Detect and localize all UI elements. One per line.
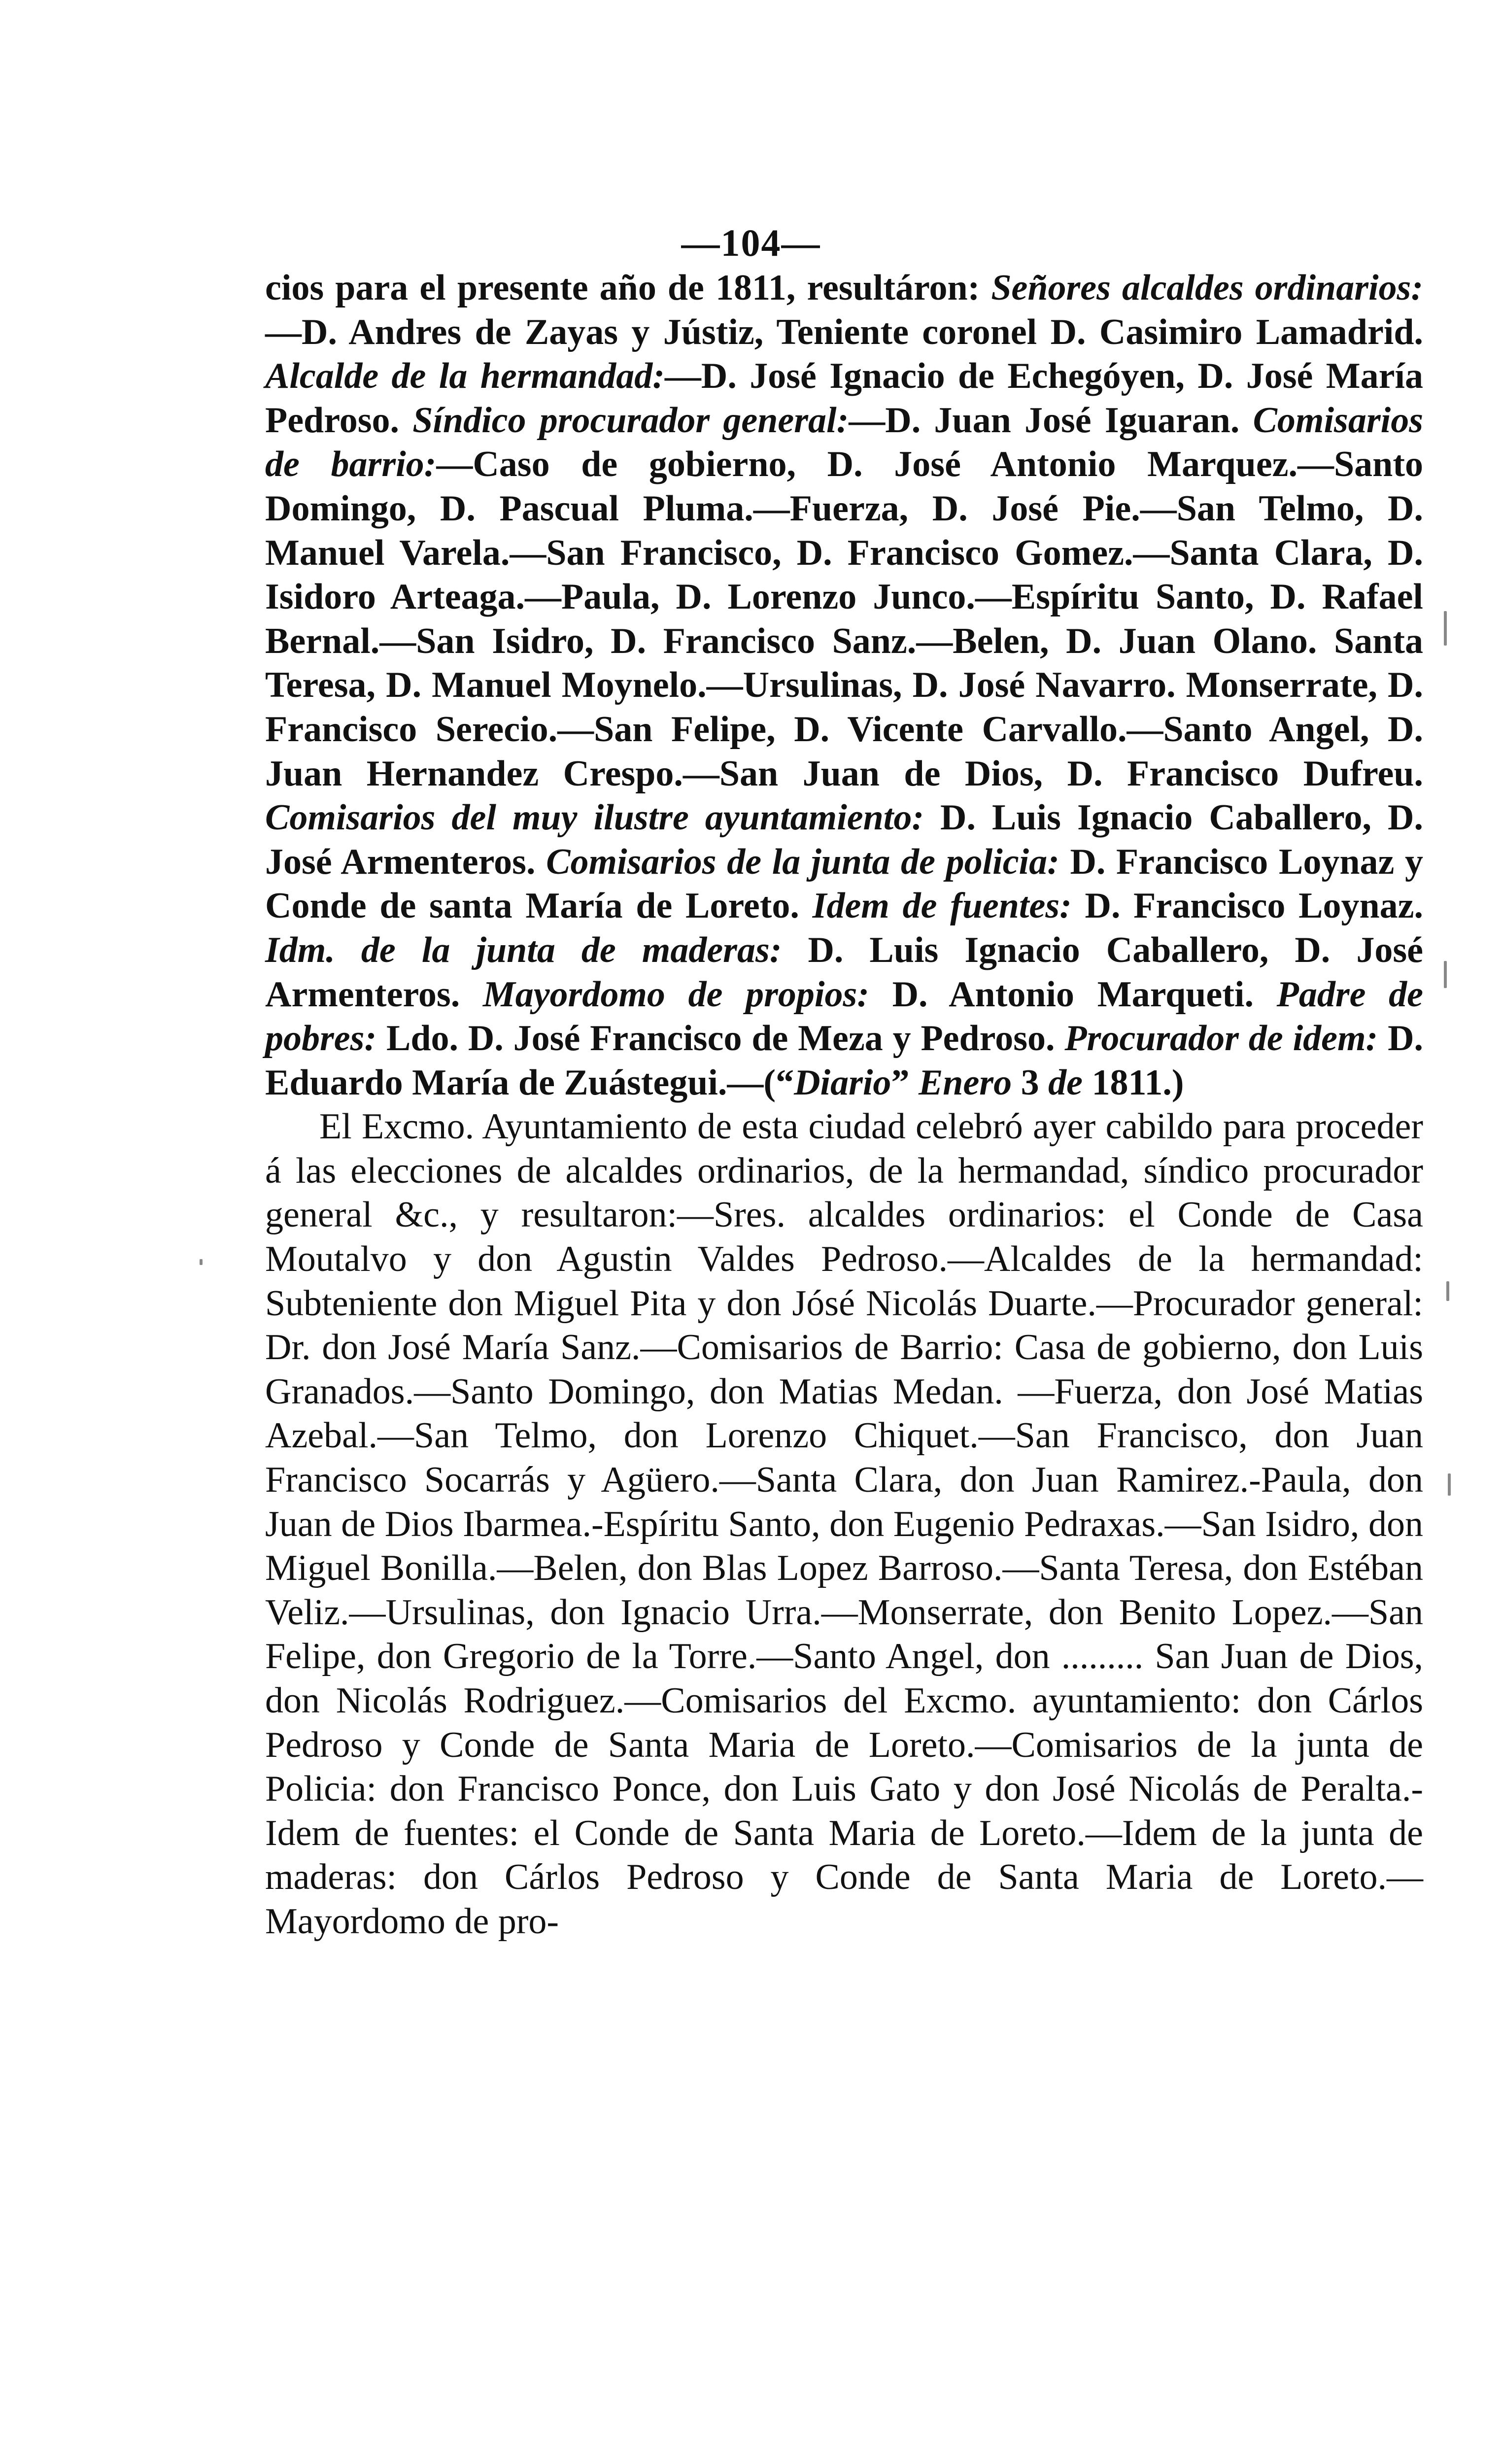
text-run: 3 — [1012, 1062, 1049, 1103]
text-run: D. Francisco Loynaz y Conde de santa María de Loreto. — [265, 841, 1423, 926]
text-run: ” — [891, 1062, 919, 1103]
text-run: cios para el presente año de 1811, resultáron: — [265, 268, 991, 308]
italic-heading: Comisarios de la junta de policia: — [546, 841, 1059, 882]
margin-mark — [200, 1259, 203, 1265]
italic-heading: Comisarios de barrio: — [265, 400, 1423, 485]
margin-mark — [1444, 961, 1447, 988]
text-run: —Caso de gobierno, D. José Antonio Marquez.—Santo Domingo, D. Pascual Pluma.—Fuerza, D. José Pie.—San Telmo, D. Manuel Varela.—San Francisco, D. Francisco Gomez.—Santa Clara, D. Isidoro Arteaga.—Paula, D. Lorenzo Junco.—Espíritu Santo, D. Rafael Bernal.—San Isidro, D. Francisco Sanz.—Belen, D. Juan Olano. Santa Teresa, D. Manuel Moynelo.—Ursulinas, D. José Navarro. Monserrate, D. Francisco Serecio.—San Felipe, D. Vicente Carvallo.—Santo Angel, D. Juan Hernandez Crespo.—San Juan de Dios, D. Francisco Dufreu. — [265, 444, 1423, 794]
text-run: 1811.) — [1082, 1062, 1184, 1103]
italic-heading: Padre de pobres: — [265, 974, 1423, 1059]
margin-mark — [1446, 1281, 1449, 1301]
italic-heading: Alcalde de la hermandad: — [265, 356, 665, 397]
italic-heading: Idm. de la junta de maderas: — [265, 929, 782, 970]
paragraph-excmo-ayuntamiento: El Excmo. Ayuntamiento de esta ciudad celebró ayer cabildo para proceder á las elecciones de alcaldes ordinarios, de la hermandad, síndico procurador general &c., y resultaron:—Sres. alcaldes ordinarios: el Conde de Casa Moutalvo y don Agustin Valdes Pedroso.—Alcaldes de la hermandad: Subteniente don Miguel Pita y don Jósé Nicolás Duarte.—Procurador general: Dr. don José María Sanz.—Comisarios de Barrio: Casa de gobierno, don Luis Granados.—Santo Domingo, don Matias Medan. —Fuerza, don José Matias Azebal.—San Telmo, don Lorenzo Chiquet.—San Francisco, don Juan Francisco Socarrás y Agüero.—Santa Clara, don Juan Ramirez.-Paula, don Juan de Dios Ibarmea.-Espíritu Santo, don Eugenio Pedraxas.—San Isidro, don Miguel Bonilla.—Belen, don Blas Lopez Barroso.—Santa Teresa, don Estéban Veliz.—Ursulinas, don Ignacio Urra.—Monserrate, don Benito Lopez.—San Felipe, don Gregorio de la Torre.—Santo Angel, don ......... San Juan de Dios, don Nicolás Rodriguez.—Comisarios del Excmo. ayuntamiento: don Cárlos Pedroso y Conde de Santa Maria de Loreto.—Comisarios de la junta de Policia: don Francisco Ponce, don Luis Gato y don José Nicolás de Peralta.-Idem de fuentes: el Conde de Santa Maria de Loreto.—Idem de la junta de maderas: don Cárlos Pedroso y Conde de Santa Maria de Loreto.—Mayordomo de pro- — [265, 1106, 1423, 1942]
text-run: D. Antonio Marqueti. — [869, 974, 1277, 1015]
italic-heading: Síndico procurador general: — [412, 400, 849, 441]
text-run: D. Luis Ignacio Caballero, D. José Armenteros. — [265, 797, 1423, 882]
italic-heading: Enero — [918, 1062, 1012, 1103]
text-run: D. Eduardo María de Zuástegui.—(“ — [265, 1018, 1424, 1103]
margin-mark — [1448, 1473, 1451, 1496]
italic-heading: Idem de fuentes: — [812, 886, 1072, 926]
italic-heading: de — [1048, 1062, 1083, 1103]
italic-heading: Mayordomo de propios: — [482, 974, 869, 1015]
body-text — [265, 266, 1423, 1944]
page-number: —104— — [681, 221, 821, 264]
italic-heading: Procurador de idem: — [1064, 1018, 1378, 1059]
text-run: —D. José Ignacio de Echegóyen, D. José María Pedroso. — [265, 356, 1423, 441]
text-run: —D. Andres de Zayas y Jústiz, Teniente coronel D. Casimiro Lamadrid. — [265, 311, 1423, 352]
text-run: Ldo. D. José Francisco de Meza y Pedroso. — [376, 1018, 1065, 1059]
text-run: D. Francisco Loynaz. — [1071, 886, 1423, 926]
italic-heading: Comisarios del muy ilustre ayuntamiento: — [265, 797, 924, 838]
text-run: —D. Juan José Iguaran. — [849, 400, 1253, 441]
italic-heading: Diario — [794, 1062, 891, 1103]
paragraph-election-list-1811 — [265, 266, 1423, 1105]
italic-heading: Señores alcaldes ordinarios: — [991, 268, 1423, 308]
margin-mark — [1444, 611, 1447, 646]
text-run: D. Luis Ignacio Caballero, D. José Armenteros. — [265, 929, 1423, 1015]
